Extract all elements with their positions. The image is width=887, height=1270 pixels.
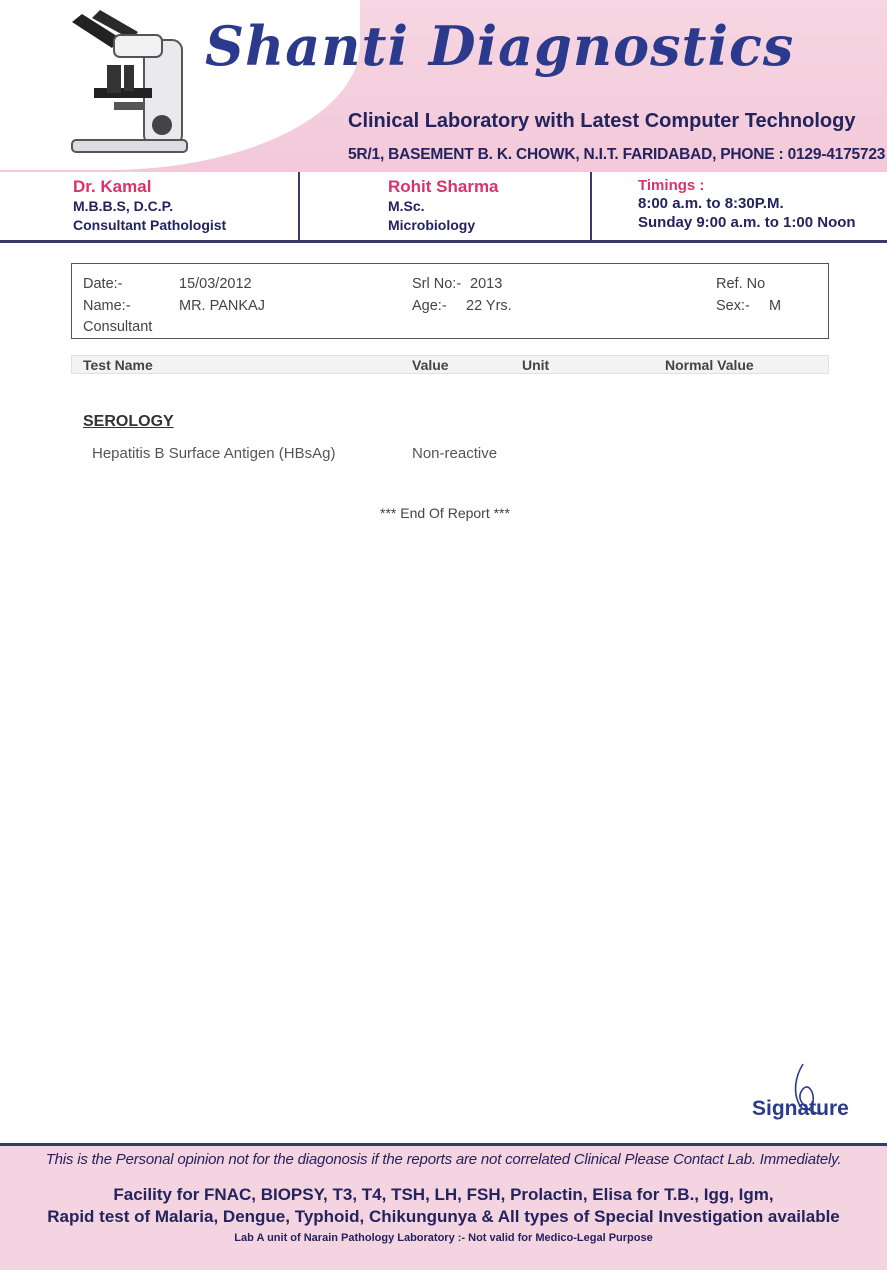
signature-label: Signature (752, 1097, 849, 1120)
divider (590, 172, 592, 240)
end-of-report: *** End Of Report *** (380, 505, 510, 521)
section-title: SEROLOGY (83, 413, 174, 430)
column-unit: Unit (522, 357, 550, 373)
doctor-qualification: M.B.B.S, D.C.P. (73, 198, 174, 214)
microscope-icon (52, 10, 192, 155)
doctor-name: Dr. Kamal (73, 177, 152, 196)
footer-note: Lab A unit of Narain Pathology Laboratory :- Not valid for Medico-Legal Purpose (234, 1232, 653, 1244)
column-normal-value: Normal Value (665, 357, 754, 373)
facility-line-1: Facility for FNAC, BIOPSY, T3, T4, TSH, LH, FSH, Prolactin, Elisa for T.B., Igg, Igm, (113, 1185, 774, 1204)
name-value: MR. PANKAJ (179, 298, 265, 314)
age-label: Age:- (412, 298, 447, 314)
sex-value: M (769, 298, 782, 314)
brand-title: Shanti Diagnostics (205, 14, 795, 78)
timings-block (638, 177, 856, 232)
timings-label: Timings : (638, 177, 705, 194)
date-value: 15/03/2012 (179, 276, 252, 292)
name-label: Name:- (83, 298, 131, 314)
header-rule (0, 240, 887, 243)
doctor-role: Consultant Pathologist (73, 217, 227, 233)
lab-address: 5R/1, BASEMENT B. K. CHOWK, N.I.T. FARIDABAD, PHONE : 0129-4175723 (348, 146, 886, 163)
doctor-block-microbiology (388, 177, 499, 235)
test-value: Non-reactive (412, 445, 498, 462)
doctor-name: Rohit Sharma (388, 177, 499, 196)
age-value: 22 Yrs. (466, 298, 512, 314)
ref-label: Ref. No (716, 276, 766, 292)
test-name: Hepatitis B Surface Antigen (HBsAg) (92, 445, 336, 462)
date-label: Date:- (83, 276, 123, 292)
footer-disclaimer: This is the Personal opinion not for the diagonosis if the reports are not correlated Clinical Please Contact Lab. Immediately. (45, 1151, 842, 1168)
doctor-role: Microbiology (388, 217, 476, 233)
column-value: Value (412, 357, 449, 373)
srl-value: 2013 (470, 276, 503, 292)
doctor-qualification: M.Sc. (388, 198, 425, 214)
column-test-name: Test Name (83, 357, 153, 373)
consultant-label: Consultant (83, 319, 153, 335)
srl-label: Srl No:- (412, 276, 462, 292)
doctor-block-pathologist (73, 177, 226, 235)
timings-weekday: 8:00 a.m. to 8:30P.M. (638, 195, 784, 212)
brand-tagline: Clinical Laboratory with Latest Computer Technology (348, 110, 856, 132)
sex-label: Sex:- (716, 298, 750, 314)
timings-sunday: Sunday 9:00 a.m. to 1:00 Noon (638, 214, 856, 231)
facility-line-2: Rapid test of Malaria, Dengue, Typhoid, Chikungunya & All types of Special Investigation available (47, 1207, 840, 1226)
divider (298, 172, 300, 240)
